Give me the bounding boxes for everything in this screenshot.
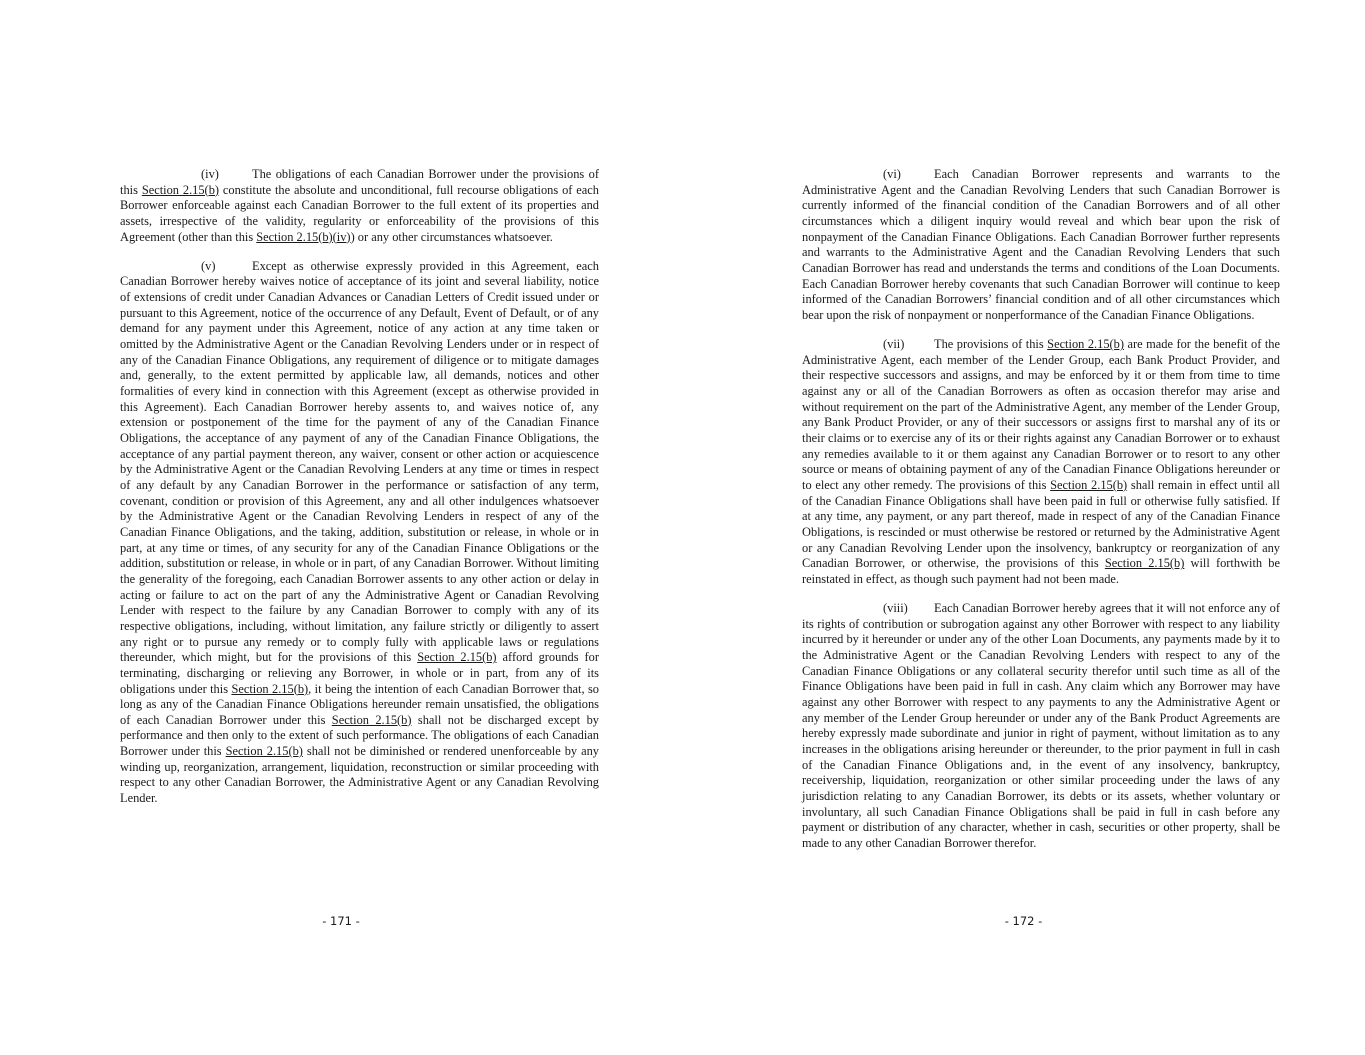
section-reference: Section 2.15(b) <box>231 681 309 696</box>
paragraph-text: ) or any other circumstances whatsoever. <box>350 229 553 244</box>
section-reference: Section 2.15(b) <box>1050 477 1128 492</box>
paragraph-text: Each Canadian Borrower represents and warrants to the Administrative Agent and the Canadian Revolving Lenders that such Canadian Borrower is currently informed of the financial condition of the Canadian Borrowers and of all other circumstances which a diligent inquiry would reveal and which bear upon the risk of nonpayment of the Canadian Finance Obligations. Each Canadian Borrower further represents and warrants to the Administrative Agent and the Canadian Revolving Lenders that such Canadian Borrower has read and understands the terms and conditions of the Loan Documents. Each Canadian Borrower hereby covenants that such Canadian Borrower will continue to keep informed of the Canadian Borrowers’ financial condition and of all other circumstances which bear upon the risk of nonpayment or nonperformance of the Canadian Finance Obligations. <box>802 167 1280 322</box>
paragraph-text: Except as otherwise expressly provided in this Agreement, each Canadian Borrower hereby waives notice of acceptance of its joint and several liability, notice of extensions of credit under Canadian Advances or Canadian Letters of Credit issued under or pursuant to this Agreement, notice of the occurrence of any Default, Event of Default, or of any demand for any payment under this Agreement, notice of any action at any time taken or omitted by the Administrative Agent or the Canadian Revolving Lenders under or in respect of any of the Canadian Finance Obligations, any requirement of diligence or to mitigate damages and, generally, to the extent permitted by applicable law, all demands, notices and other formalities of every kind in connection with this Agreement (except as otherwise provided in this Agreement). Each Canadian Borrower hereby assents to, and waives notice of, any extension or postponement of the time for the payment of any of the Canadian Finance Obligations, the acceptance of any payment of any of the Canadian Finance Obligations, the acceptance of any partial payment thereon, any waiver, consent or other action or acquiescence by the Administrative Agent or the Canadian Revolving Lenders at any time or times in respect of any default by any Canadian Borrower in the performance or satisfaction of any term, covenant, condition or provision of this Agreement, any and all other indulgences whatsoever by the Administrative Agent or the Canadian Revolving Lenders in respect of any of the Canadian Finance Obligations, and the taking, addition, substitution or release, in whole or in part, at any time or times, of any security for any of the Canadian Finance Obligations or the addition, substitution or release, in whole or in part, of any Canadian Borrower. Without limiting the generality of the foregoing, each Canadian Borrower assents to any other action or delay in acting or failure to act on the part of any the Administrative Agent or Canadian Revolving Lender with respect to the failure by any Canadian Borrower to comply with any of its respective obligations, including, without limitation, any failure strictly or diligently to assert any right or to pursue any remedy or to comply fully with applicable laws or regulations thereunder, which might, but for the provisions of this <box>120 258 599 665</box>
paragraph-number: (vii) <box>883 337 905 352</box>
paragraph-text: constitute the absolute and unconditional, full recourse obligations of each Borrower enforceable against each Canadian Borrower to the full extent of its properties and assets, irrespective of the validity, regularity or enforceability of the provisions of this Agreement (other than this <box>120 182 599 244</box>
section-reference: Section 2.15(b) <box>417 650 497 665</box>
paragraph-number: (vi) <box>883 167 901 181</box>
page-171 <box>0 0 682 1055</box>
paragraph-v <box>120 259 599 807</box>
section-reference: Section 2.15(b) <box>1047 337 1124 352</box>
paragraph-text: Each Canadian Borrower hereby agrees that it will not enforce any of its rights of contribution or subrogation against any other Borrower with respect to any liability incurred by it hereunder or under any of the other Loan Documents, any payments made by it to the Administrative Agent or the Canadian Revolving Lenders with respect to any of the Canadian Finance Obligations or any collateral security therefor until such time as all of the Finance Obligations have been paid in full in cash. Any claim which any Borrower may have against any other Borrower with respect to any payments to any the Administrative Agent or any member of the Lender Group hereunder or under any of the Bank Product Agreements are hereby expressly made subordinate and junior in right of payment, without limitation as to any increases in the obligations arising hereunder or thereunder, to the prior payment in full in cash of the Canadian Finance Obligations and, in the event of any insolvency, bankruptcy, receivership, liquidation, reorganization or other similar proceeding under the laws of any jurisdiction relating to any Canadian Borrower, its debts or its assets, whether voluntary or involuntary, all such Canadian Finance Obligations shall be paid in full in cash before any payment or distribution of any character, whether in cash, securities or other property, shall be made to any other Canadian Borrower therefor. <box>802 601 1280 850</box>
paragraph-text: The obligations of each Canadian Borrower under the provisions of this <box>120 167 599 197</box>
paragraph-text: shall not be diminished or rendered unenforceable by any winding up, reorganization, arrangement, liquidation, reconstruction or similar proceeding with respect to any other Canadian Borrower, the Administrative Agent or any Canadian Revolving Lender. <box>120 744 599 806</box>
page-number: - 171 - <box>322 914 360 928</box>
paragraph-text: will forthwith be reinstated in effect, as though such payment had not been made. <box>802 556 1280 586</box>
paragraph-number: (iv) <box>201 167 219 181</box>
page-172 <box>682 0 1365 1055</box>
text-column <box>802 167 1280 865</box>
paragraph-vi <box>802 167 1280 324</box>
section-reference: Section 2.15(b)(iv) <box>256 229 351 244</box>
paragraph-text: shall remain in effect until all of the Canadian Finance Obligations shall have been paid in full or otherwise fully satisfied. If at any time, any payment, or any part thereof, made in respect of any of the Canadian Finance Obligations, is rescinded or must otherwise be restored or returned by the Administrative Agent or any Canadian Revolving Lender upon the insolvency, bankruptcy or reorganization of any Canadian Borrower, or otherwise, the provisions of this <box>802 477 1280 571</box>
paragraph-number: (v) <box>201 258 216 273</box>
section-reference: Section 2.15(b) <box>1104 556 1185 571</box>
paragraph-iv <box>120 167 599 245</box>
section-reference: Section 2.15(b) <box>141 182 220 197</box>
paragraph-text: are made for the benefit of the Administrative Agent, each member of the Lender Group, each Bank Product Provider, and their respective successors and assigns, and may be enforced by it or them from time to time against any or all of the Canadian Borrowers as often as occasion therefor may arise and without requirement on the part of the Administrative Agent, any member of the Lender Group, any Bank Product Provider, or any of their successors or assigns first to marshal any of its or their claims or to exercise any of its or their rights against any Canadian Borrower or to exhaust any remedies available to it or them against any Canadian Borrower or to resort to any other source or means of obtaining payment of any of the Canadian Finance Obligations hereunder or to elect any other remedy. The provisions of this <box>802 337 1280 492</box>
paragraph-text: The provisions of this <box>934 337 1048 352</box>
paragraph-vii <box>802 337 1280 588</box>
section-reference: Section 2.15(b) <box>225 744 303 759</box>
paragraph-text: afford grounds for terminating, discharging or relieving any Borrower, in whole or in part, from any of its obligations under this <box>120 650 599 696</box>
section-reference: Section 2.15(b) <box>331 712 412 727</box>
paragraph-number: (viii) <box>883 601 908 616</box>
text-column <box>120 167 599 820</box>
page-number: - 172 - <box>1004 914 1043 928</box>
paragraph-viii <box>802 601 1280 852</box>
paragraph-text: shall not be discharged except by performance and then only to the extent of such performance. The obligations of each Canadian Borrower under this <box>120 712 599 759</box>
paragraph-text: , it being the intention of each Canadian Borrower that, so long as any of the Canadian Finance Obligations hereunder remain unsatisfied, the obligations of each Canadian Borrower under this <box>120 681 599 727</box>
